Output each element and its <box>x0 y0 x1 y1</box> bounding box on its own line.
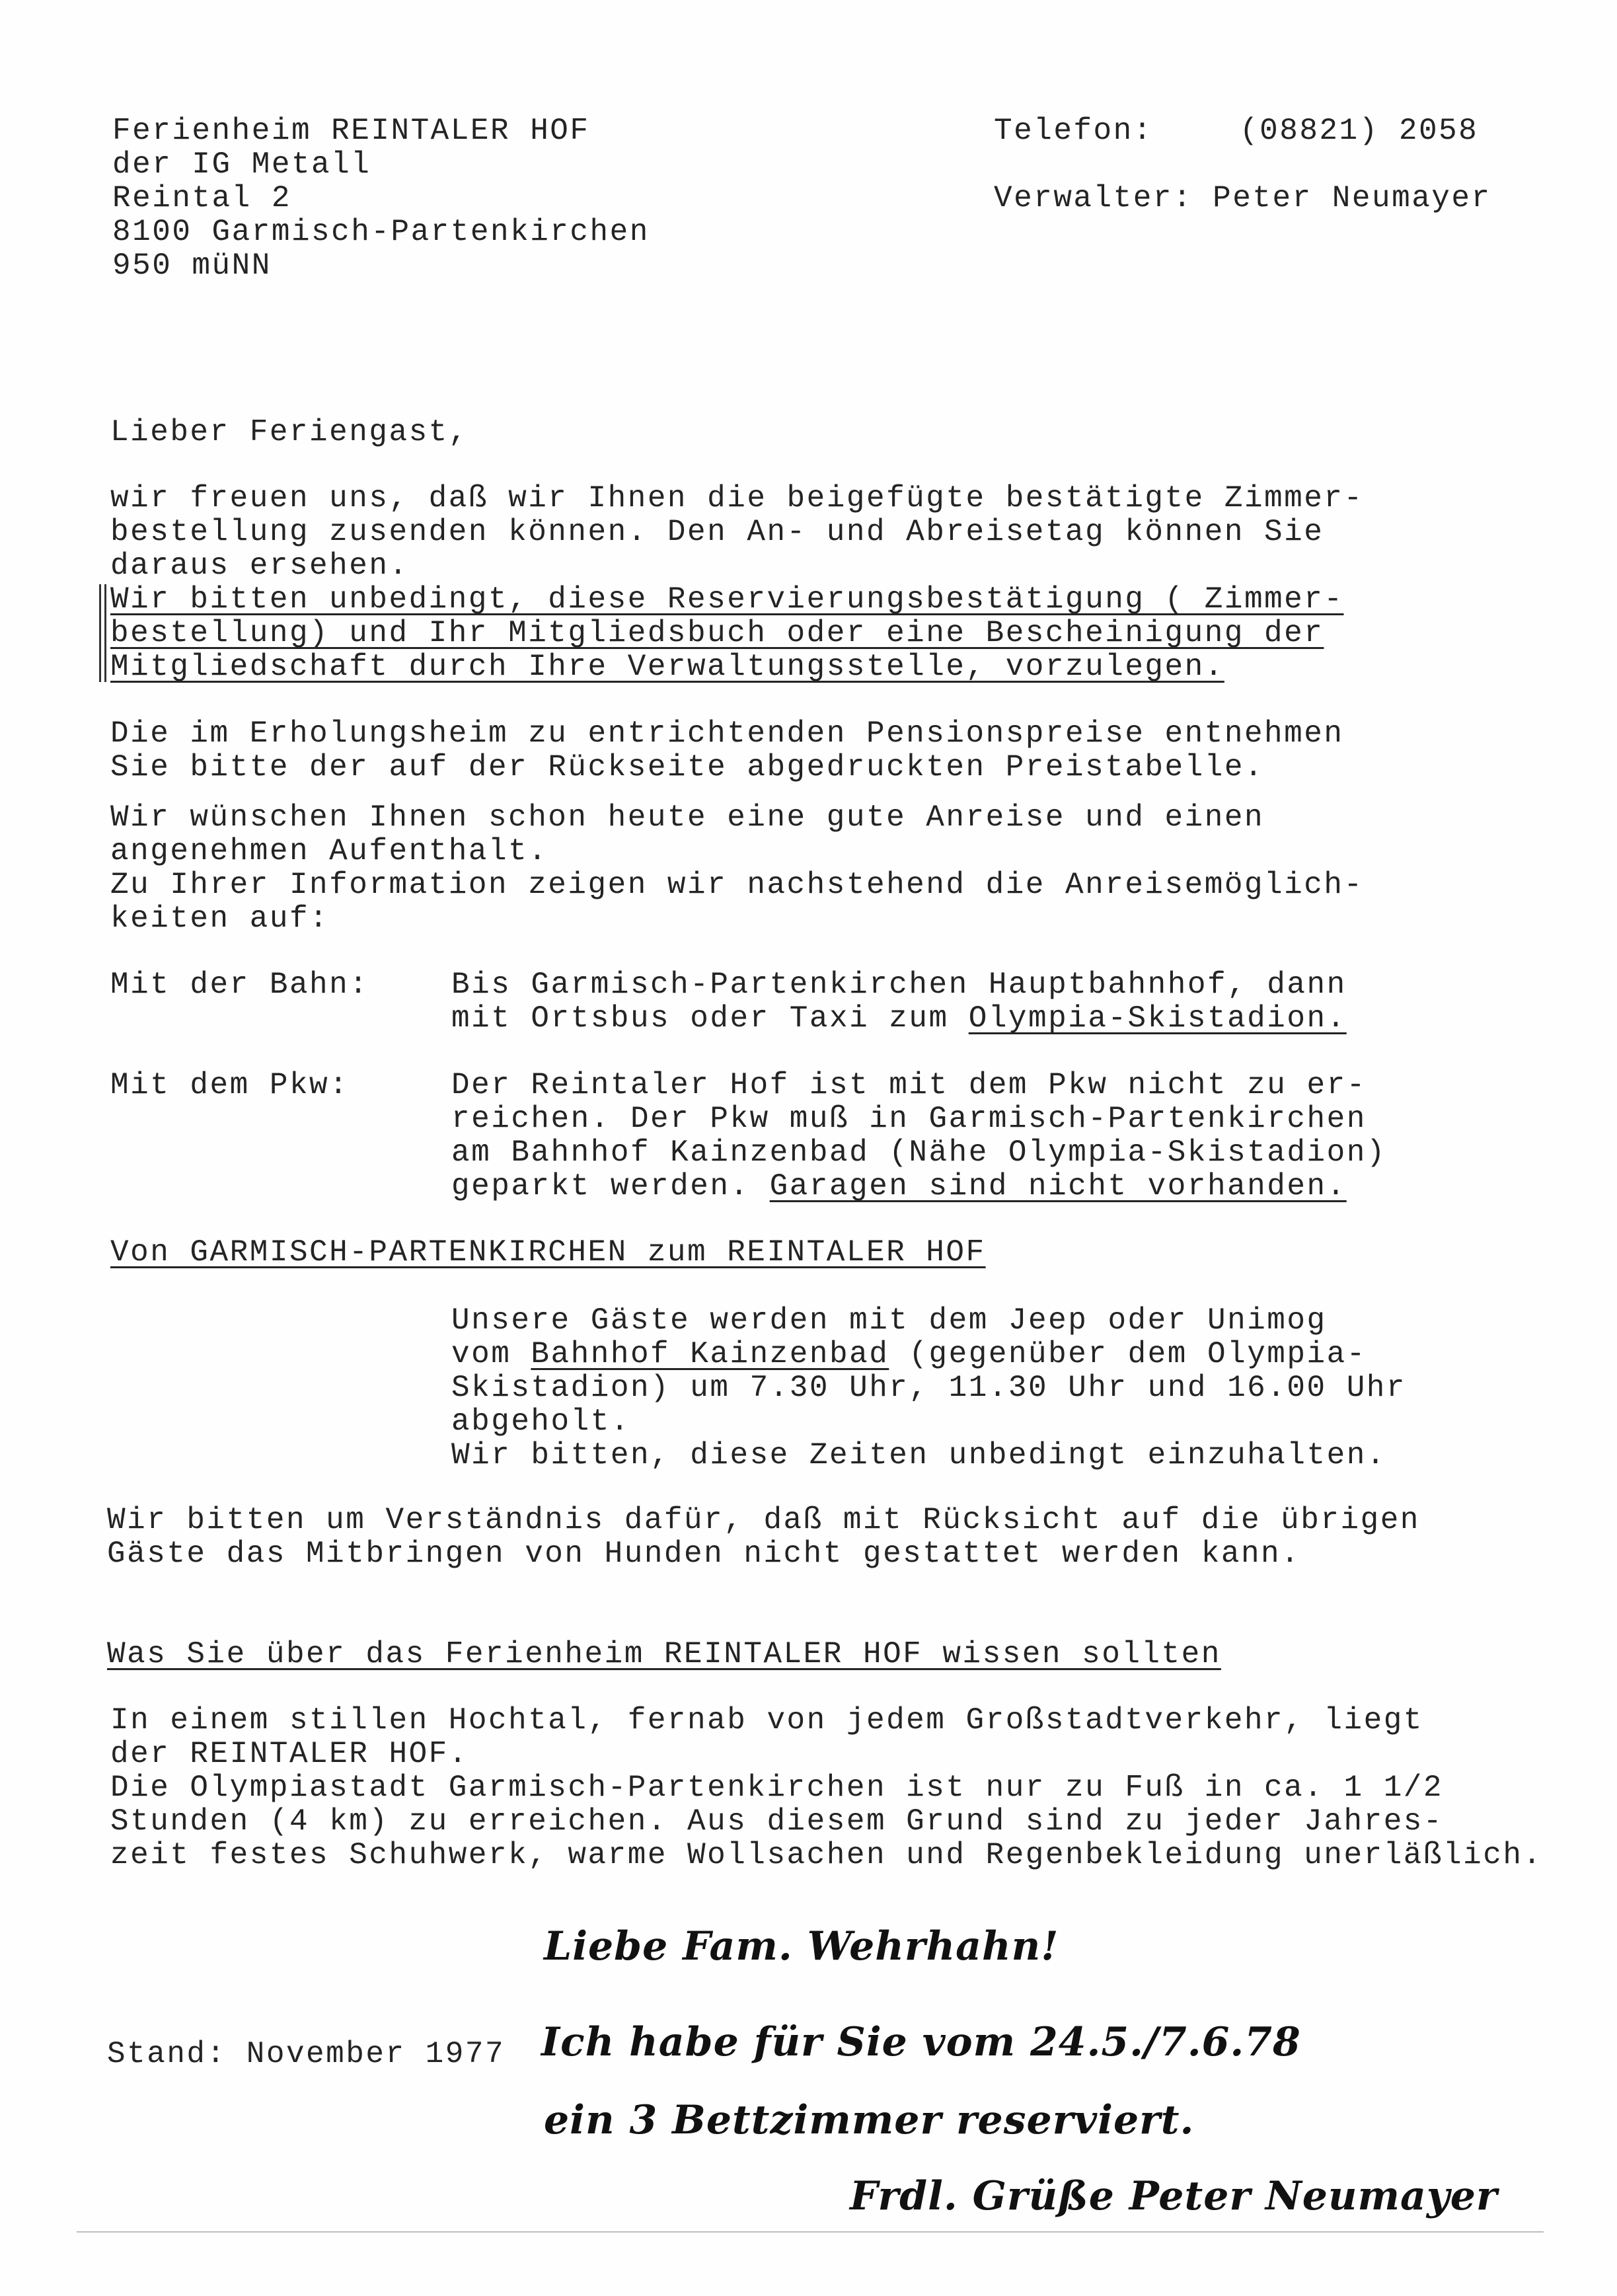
wishes-line: Zu Ihrer Information zeigen wir nachstehend die Anreisemöglich- <box>110 868 1364 902</box>
notice-line: bestellung) und Ihr Mitgliedsbuch oder eine Bescheinigung der <box>110 616 1324 650</box>
transfer-line-post: (gegenüber dem Olympia- <box>889 1337 1367 1371</box>
sender-name: Ferienheim REINTALER HOF <box>112 114 590 148</box>
phone-number: (08821) 2058 <box>1240 114 1479 148</box>
transfer-line: Wir bitten, diese Zeiten unbedingt einzuhalten. <box>451 1438 1386 1473</box>
car-line <box>451 1170 1386 1204</box>
wishes-line: keiten auf: <box>110 901 330 936</box>
transfer-line: Skistadion) um 7.30 Uhr, 11.30 Uhr und 16.00 Uhr <box>451 1371 1407 1405</box>
intro-line: daraus ersehen. <box>110 549 409 583</box>
handwritten-line: Ich habe für Sie vom 24.5./7.6.78 <box>541 2019 1301 2065</box>
prices-paragraph <box>110 717 1343 784</box>
status-date-block <box>107 2038 505 2071</box>
sender-city: 8100 Garmisch-Partenkirchen <box>112 215 650 249</box>
about-line: zeit festes Schuhwerk, warme Wollsachen und Regenbekleidung unerläßlich. <box>110 1838 1543 1872</box>
manager-name: Verwalter: Peter Neumayer <box>994 181 1491 215</box>
transfer-line: abgeholt. <box>451 1404 630 1439</box>
about-paragraph <box>110 1704 1543 1872</box>
prices-line: Die im Erholungsheim zu entrichtenden Pensionspreise entnehmen <box>110 716 1344 751</box>
phone-label-block <box>994 114 1153 148</box>
train-line: Bis Garmisch-Partenkirchen Hauptbahnhof, dann <box>451 968 1347 1002</box>
car-directions <box>451 1069 1386 1204</box>
prices-line: Sie bitte der auf der Rückseite abgedruckten Preistabelle. <box>110 750 1265 784</box>
about-line: Die Olympiastadt Garmisch-Partenkirchen ist nur zu Fuß in ca. 1 1/2 <box>110 1771 1444 1805</box>
transfer-line <box>451 1338 1406 1371</box>
about-line: Stunden (4 km) zu erreichen. Aus diesem Grund sind zu jeder Jahres- <box>110 1804 1444 1839</box>
phone-label: Telefon: <box>994 114 1153 148</box>
about-heading-block <box>107 1638 1221 1671</box>
train-label-block <box>110 968 369 1002</box>
about-line: der REINTALER HOF. <box>110 1737 469 1771</box>
transfer-heading-block <box>110 1236 986 1270</box>
train-line <box>451 1002 1347 1036</box>
dogs-paragraph <box>107 1504 1420 1571</box>
intro-paragraph <box>110 482 1364 684</box>
status-date: Stand: November 1977 <box>107 2037 506 2071</box>
handwritten-line: ein 3 Bettzimmer reserviert. <box>544 2097 1195 2143</box>
dogs-line: Gäste das Mitbringen von Hunden nicht gestattet werden kann. <box>107 1537 1301 1571</box>
bottom-rule <box>77 2231 1544 2233</box>
handwritten-greeting: Liebe Fam. Wehrhahn! <box>544 1923 1059 1970</box>
car-line: am Bahnhof Kainzenbad (Nähe Olympia-Skistadion) <box>451 1135 1386 1170</box>
car-label-block <box>110 1069 349 1102</box>
train-directions <box>451 968 1347 1036</box>
salutation-text: Lieber Feriengast, <box>110 415 469 449</box>
train-line-text: mit Ortsbus oder Taxi zum <box>451 1001 969 1036</box>
pickup-station: Bahnhof Kainzenbad <box>531 1337 889 1371</box>
car-label: Mit dem Pkw: <box>110 1068 350 1102</box>
transfer-paragraph <box>451 1304 1406 1473</box>
car-line-text: geparkt werden. <box>451 1169 770 1204</box>
transfer-heading: Von GARMISCH-PARTENKIRCHEN zum REINTALER HOF <box>110 1235 986 1270</box>
dogs-line: Wir bitten um Verständnis dafür, daß mit Rücksicht auf die übrigen <box>107 1503 1420 1537</box>
sender-altitude: 950 müNN <box>112 249 272 283</box>
sender-address <box>112 114 650 283</box>
sender-street: Reintal 2 <box>112 181 291 215</box>
car-line: reichen. Der Pkw muß in Garmisch-Partenkirchen <box>451 1102 1367 1136</box>
sender-organisation: der IG Metall <box>112 147 371 182</box>
transfer-line-pre: vom <box>451 1337 531 1371</box>
phone-number-block <box>1240 114 1478 148</box>
transfer-line: Unsere Gäste werden mit dem Jeep oder Unimog <box>451 1303 1327 1338</box>
wishes-line: angenehmen Aufenthalt. <box>110 834 548 868</box>
about-line: In einem stillen Hochtal, fernab von jedem Großstadtverkehr, liegt <box>110 1703 1423 1738</box>
wishes-paragraph <box>110 801 1364 936</box>
train-destination: Olympia-Skistadion. <box>968 1001 1347 1036</box>
manager-block <box>994 182 1491 215</box>
no-garages-note: Garagen sind nicht vorhanden. <box>769 1169 1347 1204</box>
car-line: Der Reintaler Hof ist mit dem Pkw nicht zu er- <box>451 1068 1367 1102</box>
notice-line: Mitgliedschaft durch Ihre Verwaltungsstelle, vorzulegen. <box>110 650 1224 684</box>
salutation <box>110 416 469 449</box>
notice-line: Wir bitten unbedingt, diese Reservierungsbestätigung ( Zimmer- <box>110 582 1344 617</box>
margin-mark <box>99 584 106 682</box>
handwritten-closing: Frdl. Grüße Peter Neumayer <box>850 2173 1498 2219</box>
about-heading: Was Sie über das Ferienheim REINTALER HOF wissen sollten <box>107 1637 1221 1671</box>
intro-line: bestellung zusenden können. Den An- und Abreisetag können Sie <box>110 515 1324 549</box>
train-label: Mit der Bahn: <box>110 968 369 1002</box>
wishes-line: Wir wünschen Ihnen schon heute eine gute Anreise und einen <box>110 800 1265 835</box>
intro-line: wir freuen uns, daß wir Ihnen die beigefügte bestätigte Zimmer- <box>110 481 1364 516</box>
